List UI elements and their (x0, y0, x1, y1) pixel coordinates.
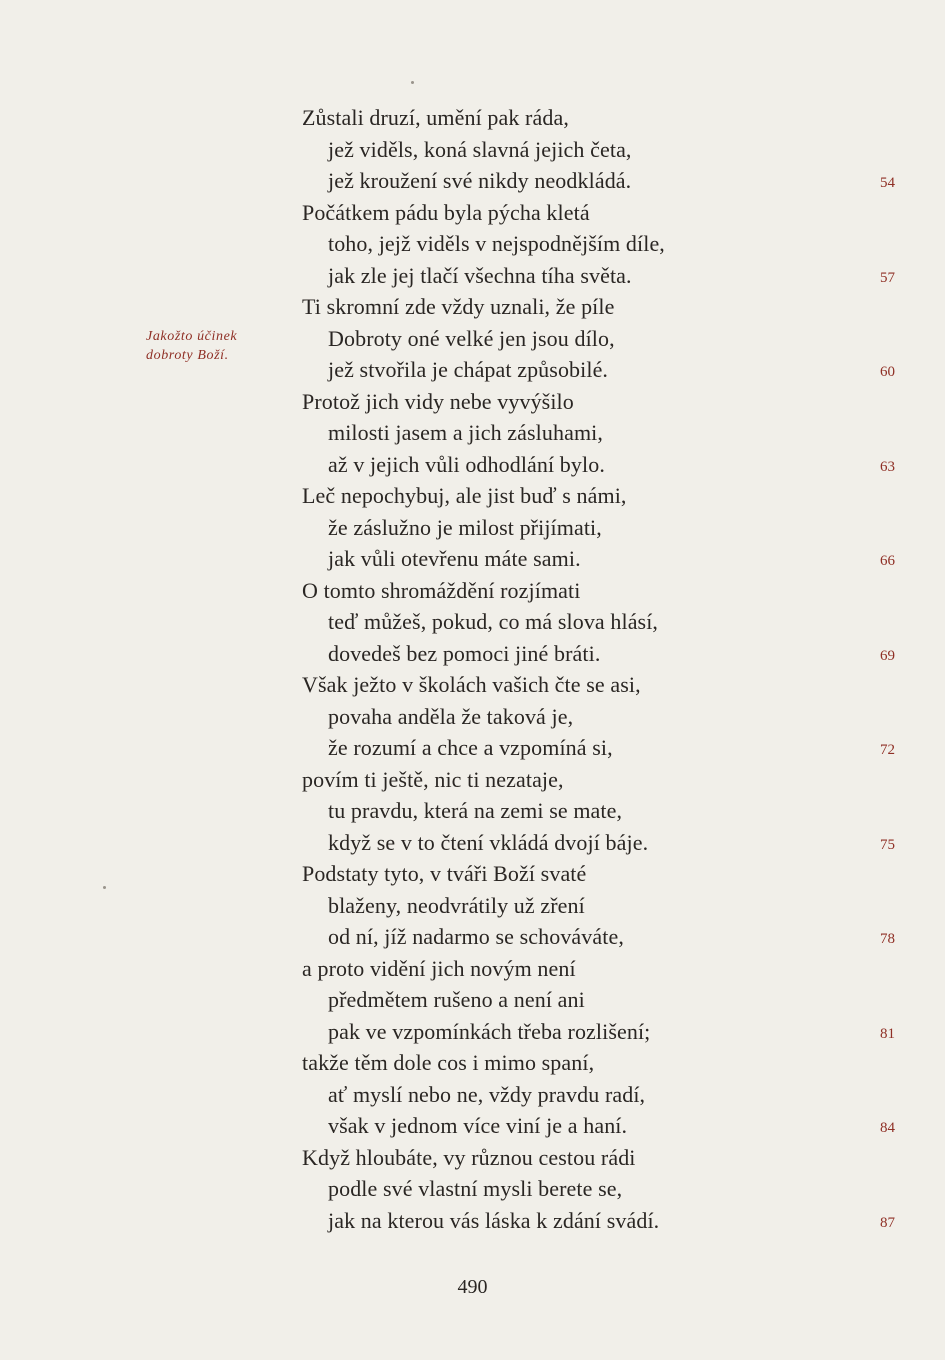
verse-line: jak zle jej tlačí všechna tíha světa. (328, 262, 632, 288)
verse-line: a proto vidění jich novým není (302, 955, 576, 981)
verse-line: Počátkem pádu byla pýcha kletá (302, 199, 590, 225)
marginal-note (146, 327, 237, 365)
paper-speck (411, 81, 414, 84)
verse-line: milosti jasem a jich zásluhami, (328, 420, 603, 445)
verse-line: až v jejich vůli odhodlání bylo. (328, 451, 605, 477)
line-number: 81 (880, 1025, 895, 1042)
page-number: 490 (457, 1276, 488, 1298)
verse-line: Však ježto v školách vašich čte se asi, (302, 672, 641, 697)
verse-line: že rozumí a chce a vzpomíná si, (328, 735, 613, 760)
verse-line: jež viděls, koná slavná jejich četa, (328, 136, 632, 162)
verse-line: jak vůli otevřenu máte sami. (328, 546, 581, 571)
verse-line: však v jednom více viní je a haní. (328, 1113, 628, 1138)
verse-line: Leč nepochybuj, ale jist buď s námi, (302, 483, 627, 508)
verse-line: od ní, jíž nadarmo se schováváte, (328, 924, 624, 949)
verse-line: tu pravdu, která na zemi se mate, (328, 798, 623, 823)
verse-line: blaženy, neodvrátily už zření (328, 892, 585, 918)
verse-line: jež kroužení své nikdy neodkládá. (328, 168, 632, 193)
marginal-note-line: Jakožto účinek (146, 329, 238, 344)
line-number: 66 (880, 553, 895, 569)
paper-speck (103, 886, 106, 889)
verse-line: jež stvořila je chápat způsobilé. (328, 357, 609, 382)
verse-line: povaha anděla že taková je, (328, 703, 574, 729)
verse-line: toho, jejž viděls v nejspodnějším díle, (328, 231, 665, 256)
verse-line: O tomto shromáždění rozjímati (302, 577, 581, 603)
verse-line: Zůstali druzí, umění pak ráda, (302, 105, 569, 130)
verse-line: Když hloubáte, vy různou cestou rádi (302, 1144, 636, 1170)
verse-line: Dobroty oné velké jen jsou dílo, (328, 325, 615, 351)
verse-line: Ti skromní zde vždy uznali, že píle (302, 294, 615, 319)
line-number: 72 (880, 742, 895, 758)
line-number: 84 (880, 1120, 895, 1136)
line-number: 54 (880, 175, 895, 191)
verse-line: dovedeš bez pomoci jiné bráti. (328, 640, 601, 666)
line-number: 75 (880, 836, 895, 853)
verse-line: Podstaty tyto, v tváři Boží svaté (302, 861, 587, 886)
verse-line: povím ti ještě, nic ti nezataje, (302, 766, 564, 792)
verse-line: že záslužno je milost přijímati, (328, 514, 602, 540)
verse-line: teď můžeš, pokud, co má slova hlásí, (328, 609, 659, 634)
verse-line: předmětem rušeno a není ani (328, 987, 585, 1012)
marginal-note-line: dobroty Boží. (146, 348, 229, 363)
verse-line: podle své vlastní mysli berete se, (328, 1176, 623, 1201)
line-number: 87 (880, 1214, 895, 1231)
verse-line: pak ve vzpomínkách třeba rozlišení; (328, 1018, 651, 1044)
line-number: 69 (880, 647, 895, 664)
line-number: 60 (880, 364, 895, 380)
verse-line: Protož jich vidy nebe vyvýšilo (302, 388, 574, 414)
verse-line: když se v to čtení vkládá dvojí báje. (328, 829, 649, 855)
verse-line: takže těm dole cos i mimo spaní, (302, 1050, 595, 1075)
line-number: 78 (880, 931, 895, 947)
verse-block (302, 102, 822, 1236)
line-number: 63 (880, 458, 895, 475)
verse-line: ať myslí nebo ne, vždy pravdu radí, (328, 1081, 646, 1107)
verse-line: jak na kterou vás láska k zdání svádí. (328, 1207, 660, 1233)
line-number: 57 (880, 269, 895, 286)
